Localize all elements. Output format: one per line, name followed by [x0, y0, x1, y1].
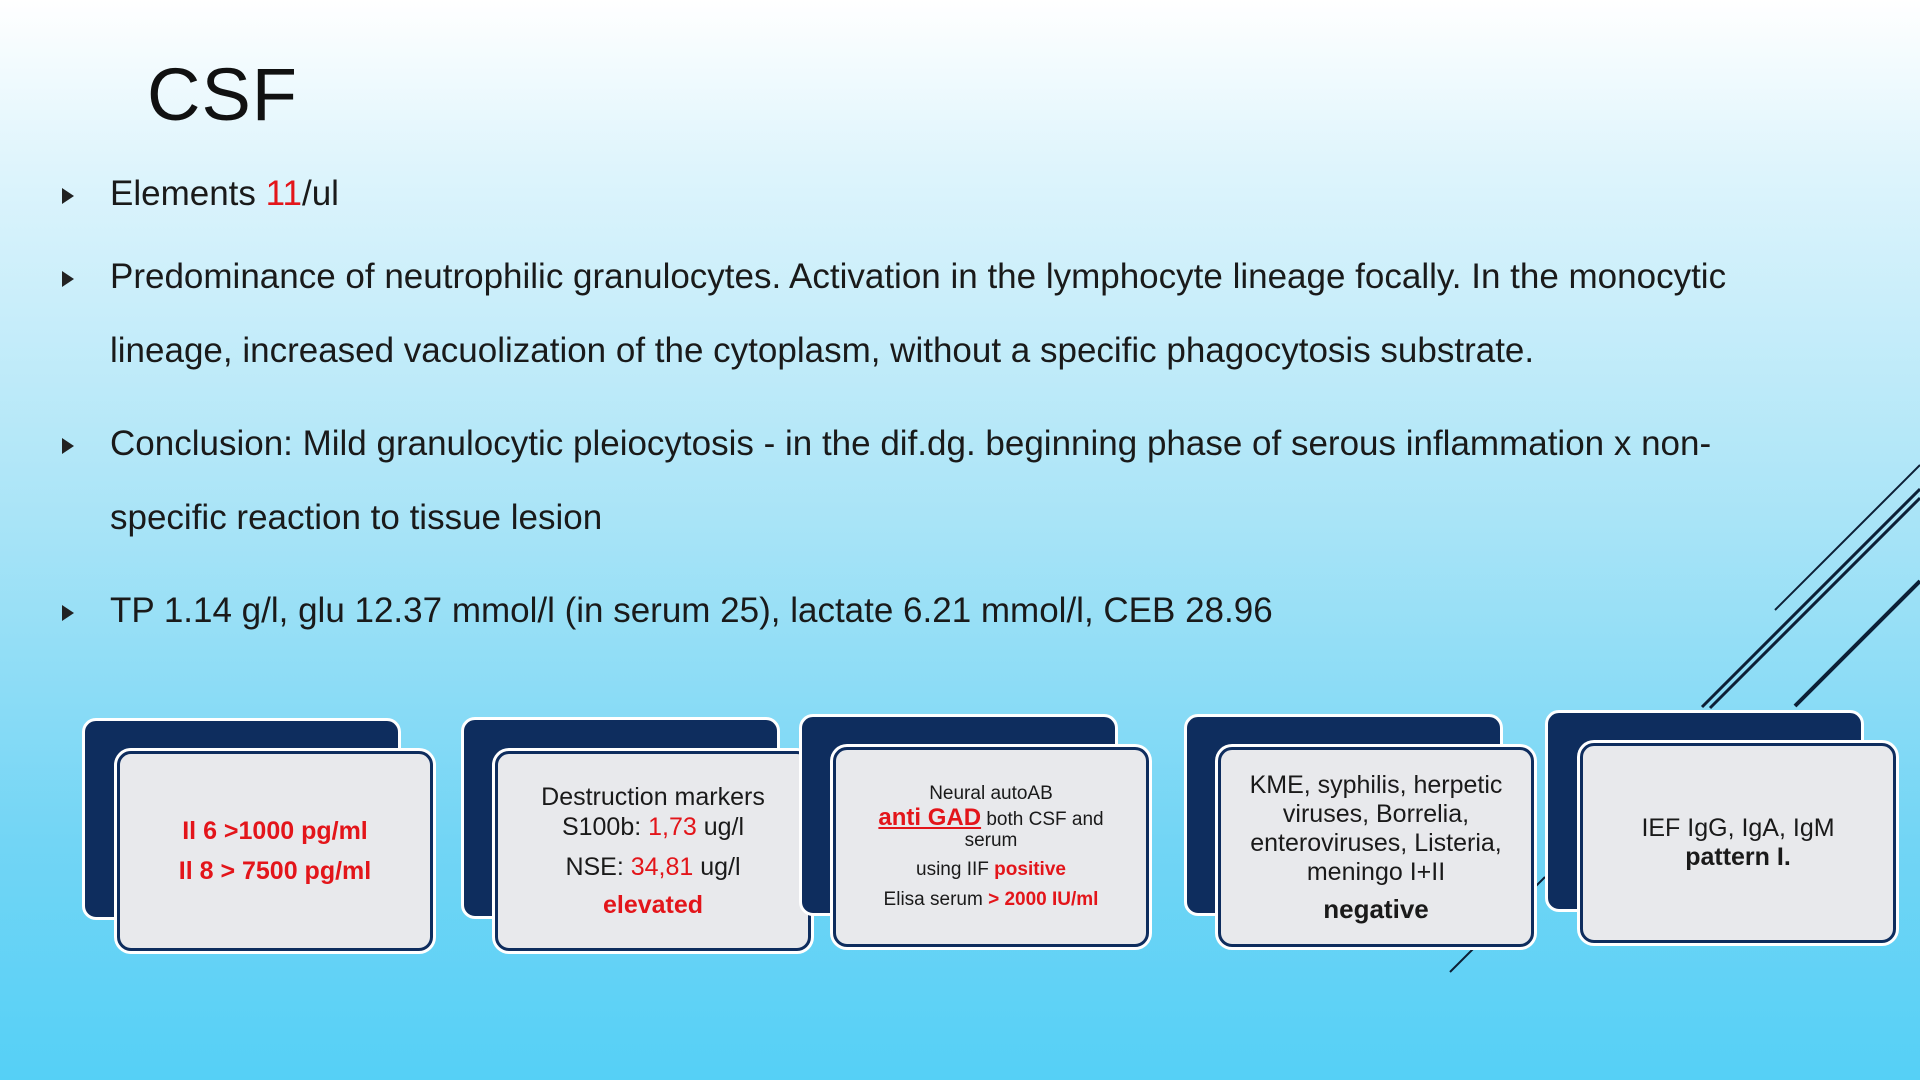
elisa-label: Elisa serum — [883, 889, 983, 910]
nse-row — [565, 852, 740, 882]
ief-pattern: pattern I. — [1685, 843, 1791, 871]
card-infection — [1218, 747, 1534, 947]
card-neural — [833, 747, 1149, 947]
infection-line-3: enteroviruses, Listeria, — [1250, 828, 1502, 857]
neural-heading: Neural autoAB — [929, 783, 1053, 804]
gad-row — [878, 806, 1103, 832]
serum-label: serum — [964, 830, 1018, 851]
s100b-label: S100b: — [561, 813, 649, 841]
card-il — [117, 751, 433, 951]
bullet-text: /ul — [301, 174, 339, 213]
infection-line-2: viruses, Borrelia, — [1282, 799, 1470, 828]
bullet-text: Conclusion: Mild granulocytic pleiocytosis - in the dif.dg. beginning phase of serous inflammation x non-specific reaction to tissue lesion — [110, 424, 1712, 537]
il8-value: Il 8 > 7500 pg/ml — [178, 857, 372, 885]
nse-label: NSE: — [565, 853, 631, 881]
gad-rest: both CSF and — [981, 809, 1104, 830]
destruction-heading: Destruction markers — [541, 783, 765, 811]
bullet-text: Predominance of neutrophilic granulocytes. Activation in the lymphocyte lineage focally. In the monocytic lineage, increased vacuolization of the cytoplasm, without a specific phagocytosis substrate. — [110, 257, 1727, 370]
s100b-row — [562, 812, 744, 842]
elisa-value: > 2000 IU/ml — [982, 889, 1099, 910]
elements-count-value: 11 — [265, 174, 302, 213]
ief-line-1: IEF IgG, IgA, IgM — [1641, 814, 1835, 842]
infection-line-4: meningo I+II — [1306, 857, 1446, 886]
anti-gad-label: anti GAD — [878, 804, 982, 831]
destruction-status: elevated — [602, 891, 704, 919]
bullet-text: TP 1.14 g/l, glu 12.37 mmol/l (in serum 25), lactate 6.21 mmol/l, CEB 28.96 — [110, 591, 1273, 630]
slide-title: CSF — [147, 53, 298, 136]
card-destruction — [495, 751, 811, 951]
infection-status: negative — [1323, 893, 1429, 924]
iif-value: positive — [994, 859, 1066, 880]
s100b-value: 1,73 — [648, 813, 697, 841]
s100b-unit: ug/l — [696, 813, 745, 841]
iif-row — [916, 858, 1066, 882]
card-ief — [1580, 743, 1896, 943]
nse-unit: ug/l — [693, 853, 741, 881]
elisa-row — [884, 888, 1099, 912]
iif-label: using IIF — [916, 859, 995, 880]
il6-value: Il 6 >1000 pg/ml — [182, 817, 368, 845]
bullet-text: Elements — [110, 174, 266, 213]
nse-value: 34,81 — [630, 853, 694, 881]
infection-line-1: KME, syphilis, herpetic — [1249, 770, 1503, 799]
